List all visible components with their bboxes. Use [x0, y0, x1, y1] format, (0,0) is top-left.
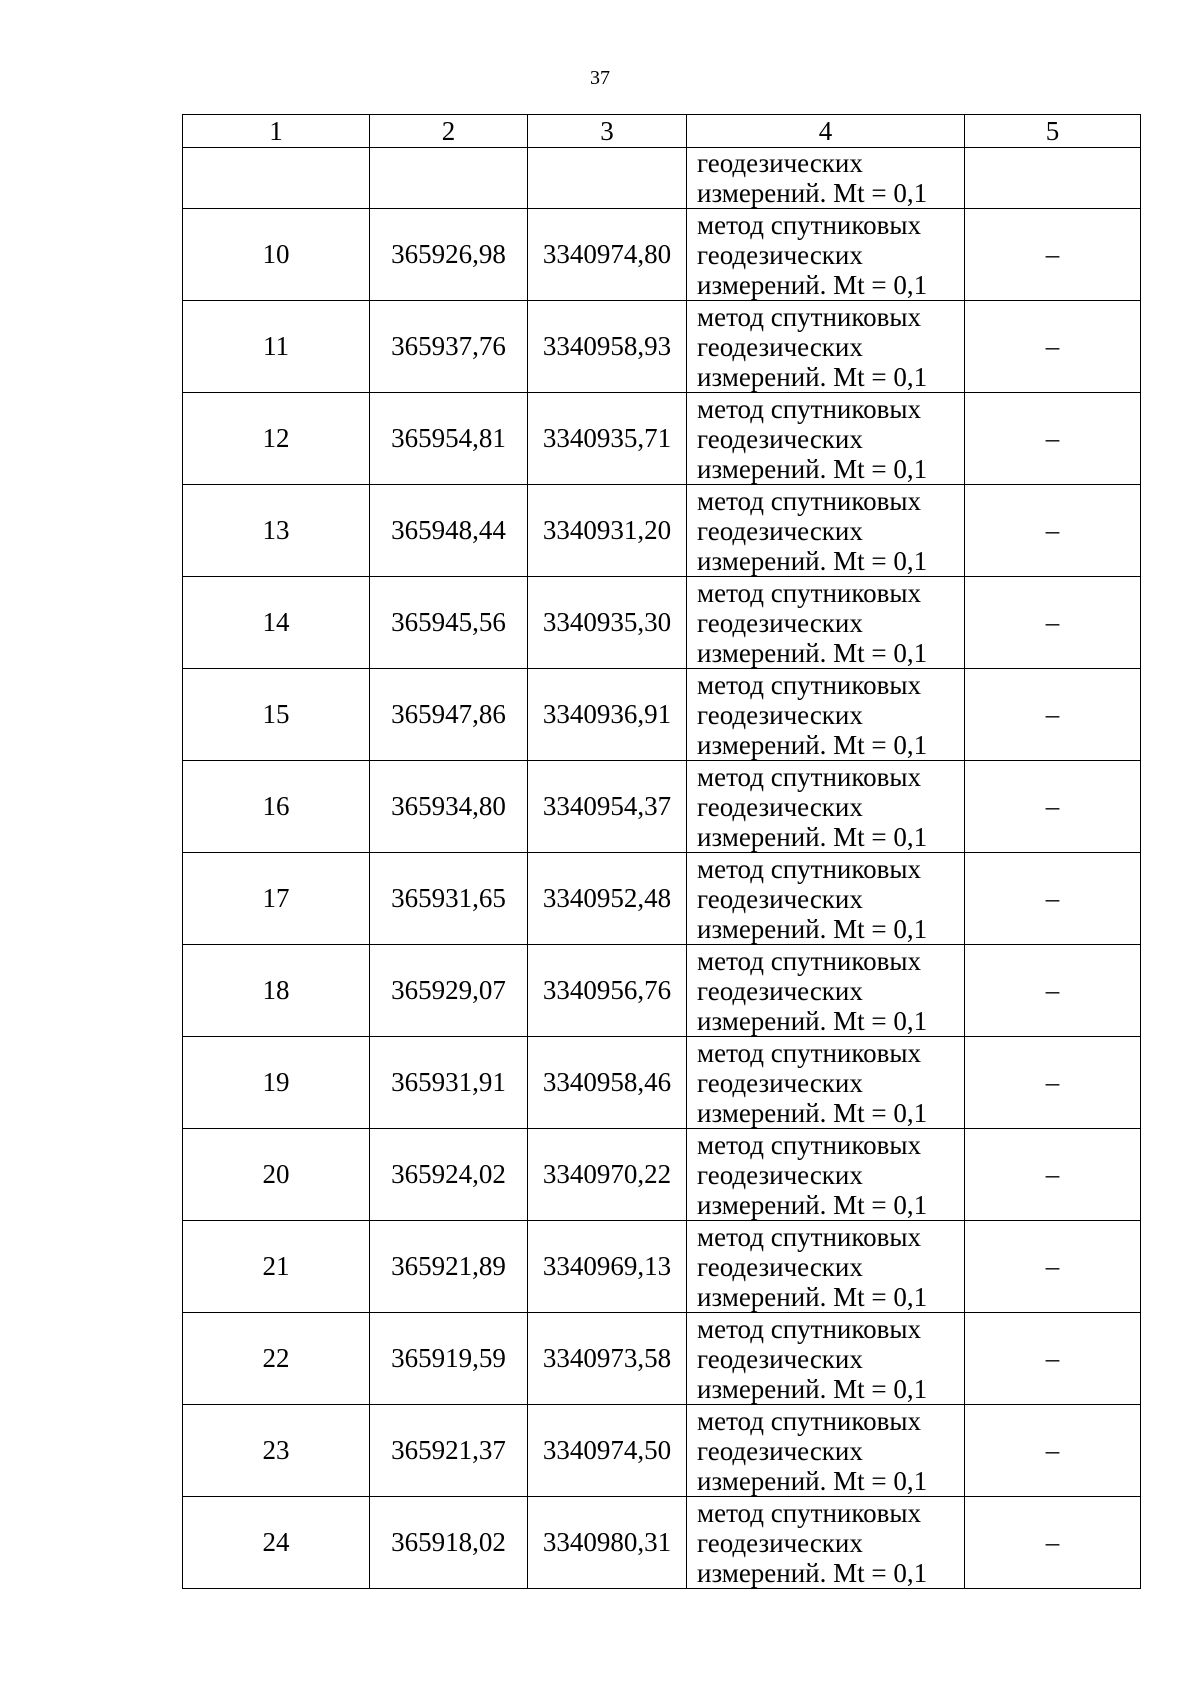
method-description-line: геодезических: [697, 1527, 863, 1558]
cell-method-description: [687, 209, 965, 301]
table-row: [183, 393, 1141, 485]
method-description-line: метод спутниковых: [697, 1037, 921, 1068]
table-row: [183, 577, 1141, 669]
cell-point-number: 14: [183, 577, 370, 669]
continued-row: [183, 148, 1141, 209]
table-row: [183, 945, 1141, 1037]
cell-x-coordinate: 365934,80: [370, 761, 528, 853]
cell-method-description: [687, 1313, 965, 1405]
table-row: [183, 1313, 1141, 1405]
method-description-line: измерений. Mt = 0,1: [697, 637, 928, 668]
table-row: [183, 1405, 1141, 1497]
cell-point-number: 13: [183, 485, 370, 577]
cell-x-coordinate: 365924,02: [370, 1129, 528, 1221]
method-description-line: метод спутниковых: [697, 577, 921, 608]
method-description-line: измерений. Mt = 0,1: [697, 1097, 928, 1128]
table-row: [183, 1037, 1141, 1129]
cell-note: –: [965, 1037, 1141, 1129]
cell-note: –: [965, 301, 1141, 393]
header-col-4: 4: [687, 115, 965, 148]
cell-point-number: [183, 148, 370, 209]
method-description-line: геодезических: [697, 1159, 863, 1190]
cell-x-coordinate: 365931,91: [370, 1037, 528, 1129]
method-description-line: геодезических: [697, 791, 863, 822]
table-row: [183, 761, 1141, 853]
cell-note: –: [965, 209, 1141, 301]
cell-y-coordinate: 3340931,20: [528, 485, 687, 577]
cell-y-coordinate: 3340935,71: [528, 393, 687, 485]
method-description-line: измерений. Mt = 0,1: [697, 361, 928, 392]
method-description-line: геодезических: [697, 975, 863, 1006]
cell-y-coordinate: 3340958,46: [528, 1037, 687, 1129]
cell-point-number: 21: [183, 1221, 370, 1313]
cell-y-coordinate: 3340974,50: [528, 1405, 687, 1497]
header-col-2: 2: [370, 115, 528, 148]
cell-note: –: [965, 1497, 1141, 1589]
cell-note: –: [965, 1221, 1141, 1313]
cell-point-number: 16: [183, 761, 370, 853]
cell-point-number: 17: [183, 853, 370, 945]
cell-x-coordinate: 365954,81: [370, 393, 528, 485]
cell-y-coordinate: [528, 148, 687, 209]
cell-note: –: [965, 577, 1141, 669]
cell-x-coordinate: 365921,37: [370, 1405, 528, 1497]
cell-point-number: 10: [183, 209, 370, 301]
header-col-3: 3: [528, 115, 687, 148]
method-description-line: метод спутниковых: [697, 761, 921, 792]
header-row: [183, 115, 1141, 148]
method-description-line: измерений. Mt = 0,1: [697, 1557, 928, 1588]
method-description-line: измерений. Mt = 0,1: [697, 453, 928, 484]
method-description-line: геодезических: [697, 148, 863, 178]
cell-point-number: 20: [183, 1129, 370, 1221]
method-description-line: измерений. Mt = 0,1: [697, 269, 928, 300]
method-description-line: геодезических: [697, 699, 863, 730]
cell-method-description: [687, 148, 965, 209]
method-description-line: измерений. Mt = 0,1: [697, 821, 928, 852]
cell-x-coordinate: 365929,07: [370, 945, 528, 1037]
cell-method-description: [687, 1037, 965, 1129]
cell-note: –: [965, 393, 1141, 485]
header-col-5: 5: [965, 115, 1141, 148]
cell-method-description: [687, 485, 965, 577]
cell-method-description: [687, 393, 965, 485]
method-description-line: метод спутниковых: [697, 1405, 921, 1436]
table-row: [183, 1221, 1141, 1313]
method-description-line: геодезических: [697, 1343, 863, 1374]
cell-note: –: [965, 853, 1141, 945]
method-description-line: геодезических: [697, 883, 863, 914]
method-description-line: метод спутниковых: [697, 301, 921, 332]
method-description-line: метод спутниковых: [697, 1313, 921, 1344]
method-description-line: геодезических: [697, 1067, 863, 1098]
cell-note: –: [965, 1405, 1141, 1497]
cell-point-number: 24: [183, 1497, 370, 1589]
cell-note: –: [965, 1313, 1141, 1405]
method-description-line: геодезических: [697, 239, 863, 270]
cell-x-coordinate: 365931,65: [370, 853, 528, 945]
table-body: [183, 148, 1141, 1589]
cell-y-coordinate: 3340935,30: [528, 577, 687, 669]
cell-point-number: 18: [183, 945, 370, 1037]
table-header: [183, 115, 1141, 148]
table-row: [183, 485, 1141, 577]
cell-x-coordinate: 365948,44: [370, 485, 528, 577]
cell-point-number: 11: [183, 301, 370, 393]
cell-note: [965, 148, 1141, 209]
method-description-line: геодезических: [697, 331, 863, 362]
method-description-line: измерений. Mt = 0,1: [697, 545, 928, 576]
table-row: [183, 1497, 1141, 1589]
method-description-line: метод спутниковых: [697, 1497, 921, 1528]
cell-x-coordinate: 365921,89: [370, 1221, 528, 1313]
cell-method-description: [687, 853, 965, 945]
table-row: [183, 853, 1141, 945]
cell-note: –: [965, 761, 1141, 853]
method-description-line: геодезических: [697, 423, 863, 454]
cell-x-coordinate: 365945,56: [370, 577, 528, 669]
method-description-line: метод спутниковых: [697, 669, 921, 700]
cell-note: –: [965, 485, 1141, 577]
method-description-line: измерений. Mt = 0,1: [697, 1281, 928, 1312]
cell-note: –: [965, 669, 1141, 761]
cell-point-number: 23: [183, 1405, 370, 1497]
cell-y-coordinate: 3340980,31: [528, 1497, 687, 1589]
method-description-line: геодезических: [697, 607, 863, 638]
method-description-line: измерений. Mt = 0,1: [697, 1005, 928, 1036]
cell-y-coordinate: 3340936,91: [528, 669, 687, 761]
method-description-line: геодезических: [697, 515, 863, 546]
header-col-1: 1: [183, 115, 370, 148]
cell-note: –: [965, 1129, 1141, 1221]
cell-method-description: [687, 1497, 965, 1589]
cell-method-description: [687, 669, 965, 761]
cell-y-coordinate: 3340969,13: [528, 1221, 687, 1313]
method-description-line: измерений. Mt = 0,1: [697, 729, 928, 760]
cell-x-coordinate: 365926,98: [370, 209, 528, 301]
method-description-line: метод спутниковых: [697, 1129, 921, 1160]
cell-method-description: [687, 761, 965, 853]
cell-note: –: [965, 945, 1141, 1037]
table-row: [183, 669, 1141, 761]
table-row: [183, 209, 1141, 301]
method-description-line: геодезических: [697, 1435, 863, 1466]
cell-x-coordinate: 365937,76: [370, 301, 528, 393]
table-row: [183, 1129, 1141, 1221]
method-description-line: метод спутниковых: [697, 945, 921, 976]
method-description-line: измерений. Mt = 0,1: [697, 1465, 928, 1496]
cell-method-description: [687, 1405, 965, 1497]
method-description-line: метод спутниковых: [697, 485, 921, 516]
cell-point-number: 12: [183, 393, 370, 485]
method-description-line: геодезических: [697, 1251, 863, 1282]
method-description-line: метод спутниковых: [697, 853, 921, 884]
cell-method-description: [687, 301, 965, 393]
method-description-line: метод спутниковых: [697, 393, 921, 424]
table-row: [183, 301, 1141, 393]
coordinates-table: [182, 114, 1141, 1589]
method-description-line: метод спутниковых: [697, 1221, 921, 1252]
method-description-line: измерений. Mt = 0,1: [697, 1373, 928, 1404]
cell-method-description: [687, 1221, 965, 1313]
method-description-line: измерений. Mt = 0,1: [697, 1189, 928, 1220]
cell-y-coordinate: 3340952,48: [528, 853, 687, 945]
cell-method-description: [687, 577, 965, 669]
cell-y-coordinate: 3340974,80: [528, 209, 687, 301]
cell-method-description: [687, 945, 965, 1037]
cell-x-coordinate: [370, 148, 528, 209]
page-number: 37: [590, 67, 610, 89]
cell-x-coordinate: 365947,86: [370, 669, 528, 761]
cell-y-coordinate: 3340958,93: [528, 301, 687, 393]
cell-point-number: 19: [183, 1037, 370, 1129]
method-description-line: метод спутниковых: [697, 209, 921, 240]
method-description-line: измерений. Mt = 0,1: [697, 178, 928, 208]
cell-y-coordinate: 3340973,58: [528, 1313, 687, 1405]
cell-y-coordinate: 3340954,37: [528, 761, 687, 853]
cell-method-description: [687, 1129, 965, 1221]
method-description-line: измерений. Mt = 0,1: [697, 913, 928, 944]
cell-point-number: 15: [183, 669, 370, 761]
cell-y-coordinate: 3340970,22: [528, 1129, 687, 1221]
cell-point-number: 22: [183, 1313, 370, 1405]
cell-y-coordinate: 3340956,76: [528, 945, 687, 1037]
cell-x-coordinate: 365918,02: [370, 1497, 528, 1589]
cell-x-coordinate: 365919,59: [370, 1313, 528, 1405]
